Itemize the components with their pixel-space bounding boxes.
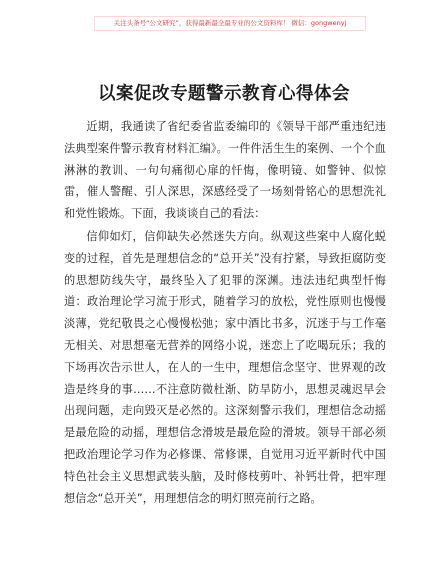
document-title: 以案促改专题警示教育心得体会: [98, 84, 350, 104]
promo-banner: 关注头条号“公文研究”，获得最新最全最专业的公文资料库！ 微信：gongwenyj: [94, 16, 366, 31]
paragraph-intro: 近期，我通读了省纪委省监委编印的《领导干部严重违纪违法典型案件警示教育材料汇编》。一件件活生生的案例、一个个血淋淋的教训、一句句痛彻心扉的忏悔，像明镜、如警钟、似惊雷，催人警醒、引人深思，深感经受了一场刻骨铭心的思想洗礼和党性锻炼。下面，我谈谈自己的看法：: [64, 120, 386, 221]
paragraph-faith: 信仰如灯，信仰缺失必然迷失方向。纵观这些案中人腐化蜕变的过程，首先是理想信念的“总开关”没有拧紧，导致拒腐防变的思想防线失守，最终坠入了犯罪的深渊。违法违纪典型忏悔道：政治理论学习流于形式，随着学习的放松，党性原则也慢慢淡薄，党纪敬畏之心慢慢松弛；家中酒比书多，沉迷于与工作毫无相关、对思想毫无营养的网络小说，迷恋上了吃喝玩乐；我的下场再次告示世人，在人的一生中，理想信念坚守、世界观的改造是终身的事……不注意防微杜渐、防旱防小，思想灵魂迟早会出现问题，走向毁灭是必然的。这深刻警示我们，理想信念动摇是最危险的动摇，理想信念滑坡是最危险的滑坡。领导干部必须把政治理论学习作为必修课、常修课，自觉用习近平新时代中国特色社会主义思想武装头脑，及时修枝剪叶、补钙壮骨，把牢理想信念“总开关”，用理想信念的明灯照亮前行之路。: [64, 230, 386, 505]
